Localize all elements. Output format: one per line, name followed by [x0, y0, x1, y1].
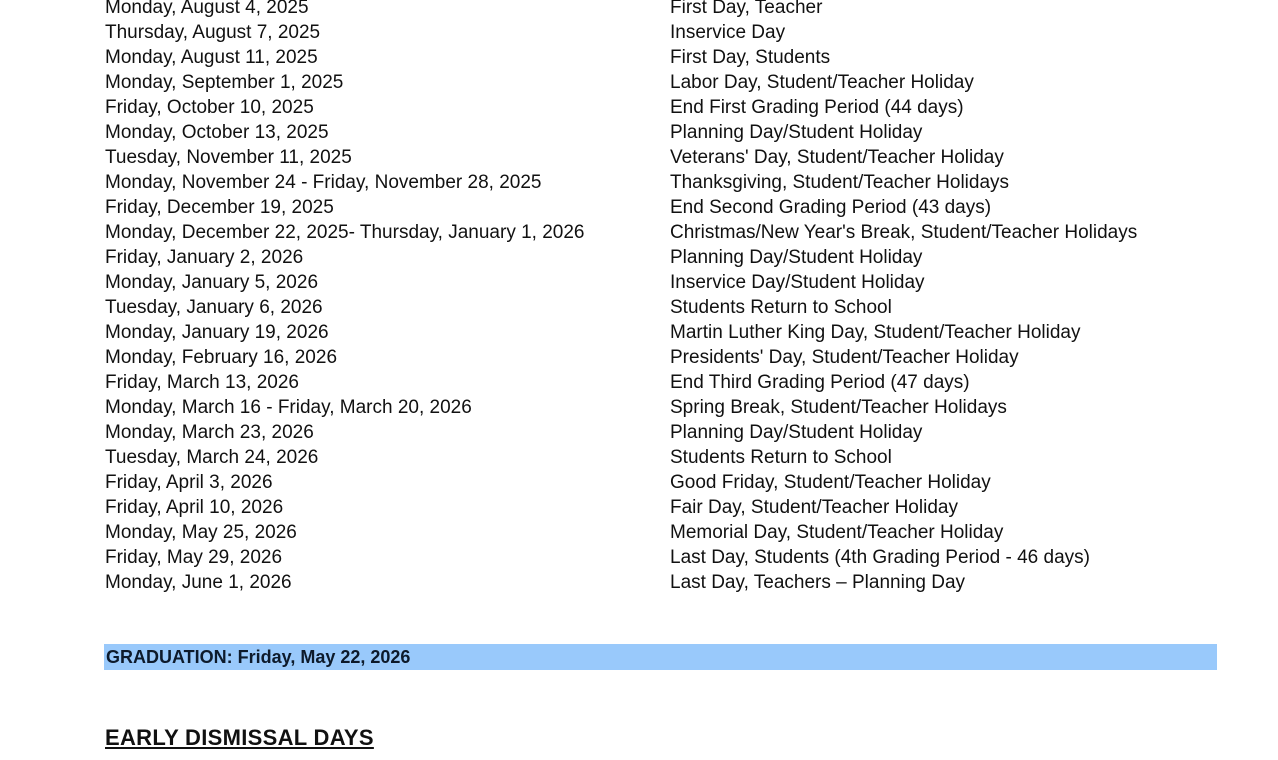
- date-cell: Monday, January 5, 2026: [105, 272, 319, 293]
- event-cell: Planning Day/Student Holiday: [670, 122, 923, 143]
- event-cell: Good Friday, Student/Teacher Holiday: [670, 472, 991, 493]
- event-cell: Fair Day, Student/Teacher Holiday: [670, 497, 958, 518]
- event-cell: End Second Grading Period (43 days): [670, 197, 992, 218]
- date-cell: Monday, March 16 - Friday, March 20, 2026: [105, 397, 472, 418]
- date-cell: Monday, January 19, 2026: [105, 322, 329, 343]
- date-cell: Friday, April 10, 2026: [105, 497, 284, 518]
- early-dismissal-heading: EARLY DISMISSAL DAYS: [105, 725, 374, 750]
- event-cell: First Day, Students: [670, 47, 831, 68]
- event-cell: Spring Break, Student/Teacher Holidays: [670, 397, 1007, 418]
- table-row: [0, 495, 1278, 520]
- table-row: [0, 570, 1278, 595]
- table-row: [0, 220, 1278, 245]
- table-row: [0, 470, 1278, 495]
- date-cell: Friday, March 13, 2026: [105, 372, 299, 393]
- date-cell: Monday, August 11, 2025: [105, 47, 318, 68]
- table-row: [0, 445, 1278, 470]
- event-cell: Last Day, Students (4th Grading Period - 46 days): [670, 547, 1090, 568]
- graduation-banner: [104, 644, 1217, 670]
- event-cell: Presidents' Day, Student/Teacher Holiday: [670, 347, 1019, 368]
- date-cell: Friday, October 10, 2025: [105, 97, 314, 118]
- table-row: [0, 295, 1278, 320]
- date-cell: Tuesday, January 6, 2026: [105, 297, 323, 318]
- date-cell: Tuesday, November 11, 2025: [105, 147, 352, 168]
- table-row: [0, 45, 1278, 70]
- table-row: [0, 195, 1278, 220]
- event-cell: Planning Day/Student Holiday: [670, 422, 923, 443]
- date-cell: Friday, May 29, 2026: [105, 547, 283, 568]
- event-cell: Labor Day, Student/Teacher Holiday: [670, 72, 974, 93]
- table-row: [0, 370, 1278, 395]
- event-cell: Memorial Day, Student/Teacher Holiday: [670, 522, 1004, 543]
- date-cell: Monday, November 24 - Friday, November 28, 2025: [105, 172, 542, 193]
- table-row: [0, 70, 1278, 95]
- date-cell: Monday, February 16, 2026: [105, 347, 338, 368]
- event-cell: Christmas/New Year's Break, Student/Teacher Holidays: [670, 222, 1138, 243]
- table-row: [0, 120, 1278, 145]
- table-row: [0, 320, 1278, 345]
- table-row: [0, 520, 1278, 545]
- table-row: [0, 95, 1278, 120]
- date-cell: Monday, October 13, 2025: [105, 122, 329, 143]
- table-row: [0, 395, 1278, 420]
- graduation-text: GRADUATION: Friday, May 22, 2026: [106, 647, 411, 667]
- event-cell: End Third Grading Period (47 days): [670, 372, 970, 393]
- table-row: [0, 0, 1278, 20]
- event-cell: End First Grading Period (44 days): [670, 97, 964, 118]
- table-row: [0, 145, 1278, 170]
- event-cell: Planning Day/Student Holiday: [670, 247, 923, 268]
- event-cell: Inservice Day: [670, 22, 786, 43]
- event-cell: Inservice Day/Student Holiday: [670, 272, 925, 293]
- date-cell: Monday, September 1, 2025: [105, 72, 344, 93]
- table-row: [0, 170, 1278, 195]
- event-cell: First Day, Teacher: [670, 0, 823, 18]
- date-cell: Monday, March 23, 2026: [105, 422, 314, 443]
- date-cell: Friday, April 3, 2026: [105, 472, 273, 493]
- date-cell: Friday, December 19, 2025: [105, 197, 334, 218]
- date-cell: Monday, June 1, 2026: [105, 572, 292, 593]
- event-cell: Veterans' Day, Student/Teacher Holiday: [670, 147, 1004, 168]
- table-row: [0, 245, 1278, 270]
- event-cell: Martin Luther King Day, Student/Teacher Holiday: [670, 322, 1081, 343]
- table-row: [0, 420, 1278, 445]
- table-row: [0, 545, 1278, 570]
- table-row: [0, 20, 1278, 45]
- date-cell: Thursday, August 7, 2025: [105, 22, 321, 43]
- event-cell: Last Day, Teachers – Planning Day: [670, 572, 966, 593]
- event-cell: Students Return to School: [670, 447, 892, 468]
- event-cell: Thanksgiving, Student/Teacher Holidays: [670, 172, 1010, 193]
- table-row: [0, 270, 1278, 295]
- date-cell: Monday, December 22, 2025- Thursday, January 1, 2026: [105, 222, 585, 243]
- date-cell: Tuesday, March 24, 2026: [105, 447, 319, 468]
- event-cell: Students Return to School: [670, 297, 892, 318]
- date-cell: Friday, January 2, 2026: [105, 247, 304, 268]
- date-cell: Monday, August 4, 2025: [105, 0, 309, 18]
- date-cell: Monday, May 25, 2026: [105, 522, 297, 543]
- table-row: [0, 345, 1278, 370]
